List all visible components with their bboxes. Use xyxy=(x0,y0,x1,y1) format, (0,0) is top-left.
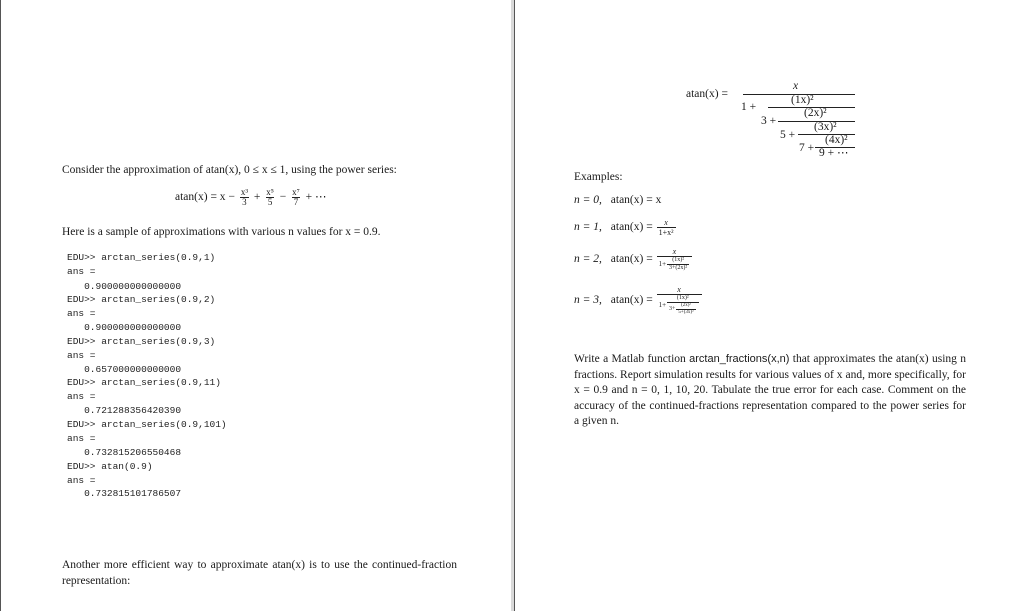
console-line: EDU>> atan(0.9) xyxy=(67,461,153,472)
console-line: ans = xyxy=(67,475,96,486)
cf-tail: 9 + ⋯ xyxy=(819,147,849,159)
console-line: ans = xyxy=(67,266,96,277)
closing-text: Another more efficient way to approximate atan(x) is to use the continued-fraction representation: xyxy=(62,559,457,587)
example-n: n = 3, xyxy=(574,294,602,307)
cf-lead-2: 3 + xyxy=(761,115,777,127)
cf-lhs: atan(x) = xyxy=(686,88,728,100)
console-line: EDU>> arctan_series(0.9,1) xyxy=(67,252,216,263)
power-series-formula xyxy=(175,188,327,207)
console-line: 0.900000000000000 xyxy=(67,322,182,333)
example-expr: atan(x) = x xyxy=(610,194,662,206)
example-fraction: $\frac{x}{\text{1+x²}}$ xyxy=(658,218,674,237)
console-line: 0.732815101786507 xyxy=(67,488,182,499)
console-line: EDU>> arctan_series(0.9,11) xyxy=(67,377,221,388)
console-line: ans = xyxy=(67,433,96,444)
series-term-2: $\frac{\text{x⁵}}{5}$ xyxy=(266,187,274,207)
series-term-3-sign: − xyxy=(279,191,287,204)
console-line: 0.900000000000000 xyxy=(67,281,182,292)
example-n: n = 2, xyxy=(574,253,602,266)
example-expr: atan(x) = xyxy=(610,253,653,266)
cf-num-3: (3x)² xyxy=(814,121,837,133)
example-row-3 xyxy=(574,285,703,316)
series-term-1-sign: − xyxy=(228,191,235,204)
console-line: 0.732815206550468 xyxy=(67,447,182,458)
cf-num-4: (4x)² xyxy=(825,134,848,146)
console-line: EDU>> arctan_series(0.9,3) xyxy=(67,336,216,347)
console-line: 0.721288356420390 xyxy=(67,405,182,416)
console-line: EDU>> arctan_series(0.9,101) xyxy=(67,419,227,430)
cf-num-1: (1x)² xyxy=(791,94,814,106)
console-line: ans = xyxy=(67,350,96,361)
example-row-2 xyxy=(574,247,693,272)
cf-lead-3: 5 + xyxy=(780,129,796,141)
example-n: n = 1, xyxy=(574,221,602,234)
right-page xyxy=(514,0,1024,611)
example-expr: atan(x) = xyxy=(610,294,653,307)
example-fraction: x 1+ (1x)² 3+ $\frac{\text{(2x)²}}{\text{5+(3x)²}}$ xyxy=(657,285,702,316)
example-n: n = 0, xyxy=(574,194,602,206)
example-row-1 xyxy=(574,218,677,237)
console-line: 0.657000000000000 xyxy=(67,364,182,375)
function-name: arctan_fractions(x,n) xyxy=(689,353,790,365)
series-tail: + ⋯ xyxy=(305,191,327,204)
task-text: Write a Matlab function arctan_fractions(x,n) that approximates the atan(x) using n fractions. Report simulation results for various values of x and, more specifically, for x = 0.9 and n = 0, 1, 10, 20. Tabulate the true error for each case. Comment on the accuracy of the continued-fractions representation compared to the power series for a given n. xyxy=(574,353,966,427)
cf-lead-1: 1 + xyxy=(741,101,757,113)
example-row-0 xyxy=(574,193,661,208)
cf-lead-4: 7 + xyxy=(799,142,815,154)
sample-text: Here is a sample of approximations with various n values for x = 0.9. xyxy=(62,226,381,238)
console-line: ans = xyxy=(67,391,96,402)
console-line: EDU>> arctan_series(0.9,2) xyxy=(67,294,216,305)
examples-label: Examples: xyxy=(574,171,623,183)
series-term-1: $\frac{\text{x³}}{3}$ xyxy=(240,187,249,207)
console-line: ans = xyxy=(67,308,96,319)
intro-text: Consider the approximation of atan(x), 0 ≤ x ≤ 1, using the power series: xyxy=(62,164,397,176)
example-fraction: x 1+ $\frac{\text{(1x)²}}{\text{3+(2x)²}}$ xyxy=(657,247,693,272)
series-term-2-sign: + xyxy=(253,191,261,204)
cf-numerator: x xyxy=(793,80,799,92)
example-expr: atan(x) = xyxy=(610,221,653,234)
series-lhs: atan(x) = x xyxy=(175,191,226,204)
cf-num-2: (2x)² xyxy=(804,107,827,119)
series-term-3: $\frac{\text{x⁷}}{7}$ xyxy=(292,187,300,207)
